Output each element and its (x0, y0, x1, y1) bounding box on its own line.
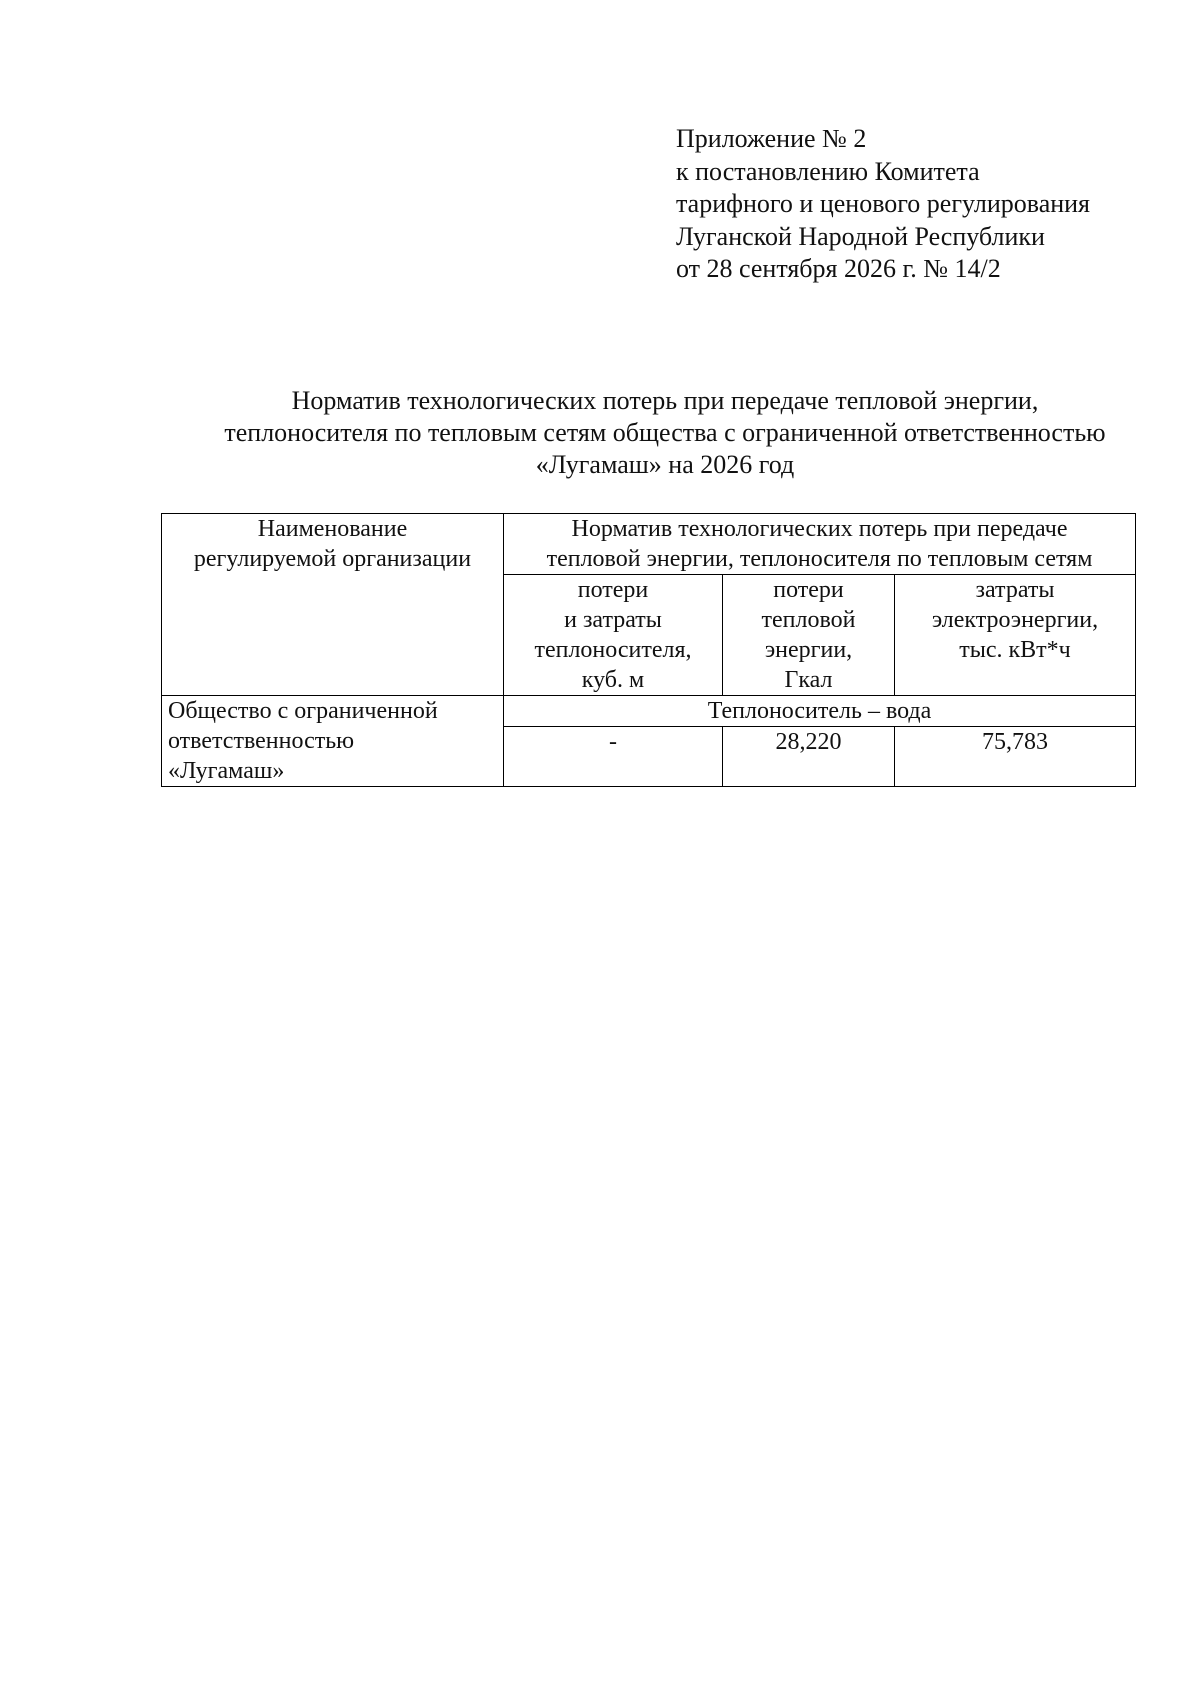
header-cell-line: затраты (975, 577, 1055, 603)
header-cell-line: энергии, (764, 637, 853, 663)
header-cell-line: тыс. кВт*ч (959, 637, 1071, 663)
header-org-name-line: Наименование (257, 516, 408, 542)
header-norm-group-line: тепловой энергии, теплоносителя по тепловым сетям (546, 546, 1093, 572)
header-cell-line: и затраты (564, 607, 662, 633)
appendix-date-number: от 28 сентября 2026 г. № 14/2 (676, 254, 1001, 283)
appendix-reference (676, 123, 1146, 286)
org-name-cell (162, 696, 504, 787)
header-carrier-loss (504, 575, 723, 696)
title-line: «Лугамаш» на 2026 год (535, 450, 795, 479)
heat-carrier-cell: Теплоноситель – вода (504, 696, 1136, 727)
org-name-line: Общество с ограниченной (168, 698, 438, 724)
header-cell-line: теплоносителя, (534, 637, 692, 663)
header-norm-group-line: Норматив технологических потерь при передаче (571, 516, 1068, 542)
document-title (150, 385, 1180, 481)
header-heat-loss (723, 575, 895, 696)
norm-table (161, 513, 1136, 787)
org-name-line: «Лугамаш» (168, 758, 285, 784)
header-electricity-costs (895, 575, 1136, 696)
header-org-name-line: регулируемой организации (193, 546, 472, 572)
table-row (162, 696, 1136, 727)
org-name-line: ответственностью (168, 728, 355, 754)
appendix-line: к постановлению Комитета (676, 156, 980, 186)
header-cell-line: потери (773, 577, 844, 603)
header-norm-group (504, 514, 1136, 575)
carrier-loss-value: - (504, 727, 723, 787)
header-org-name (162, 514, 504, 696)
electricity-cost-value: 75,783 (895, 727, 1136, 787)
header-cell-line: тепловой (761, 607, 856, 633)
header-cell-line: электроэнергии, (931, 607, 1099, 633)
appendix-line: Луганской Народной Республики (676, 221, 1045, 251)
header-cell-line: куб. м (581, 667, 645, 693)
heat-loss-value: 28,220 (723, 727, 895, 787)
appendix-number: Приложение № 2 (676, 124, 867, 153)
title-line: теплоносителя по тепловым сетям общества с ограниченной ответственностью (224, 418, 1106, 447)
table-header-row (162, 514, 1136, 575)
appendix-line: тарифного и ценового регулирования (676, 189, 1091, 218)
title-line: Норматив технологических потерь при передаче тепловой энергии, (291, 386, 1039, 415)
header-cell-line: Гкал (784, 667, 833, 693)
header-cell-line: потери (577, 577, 649, 603)
